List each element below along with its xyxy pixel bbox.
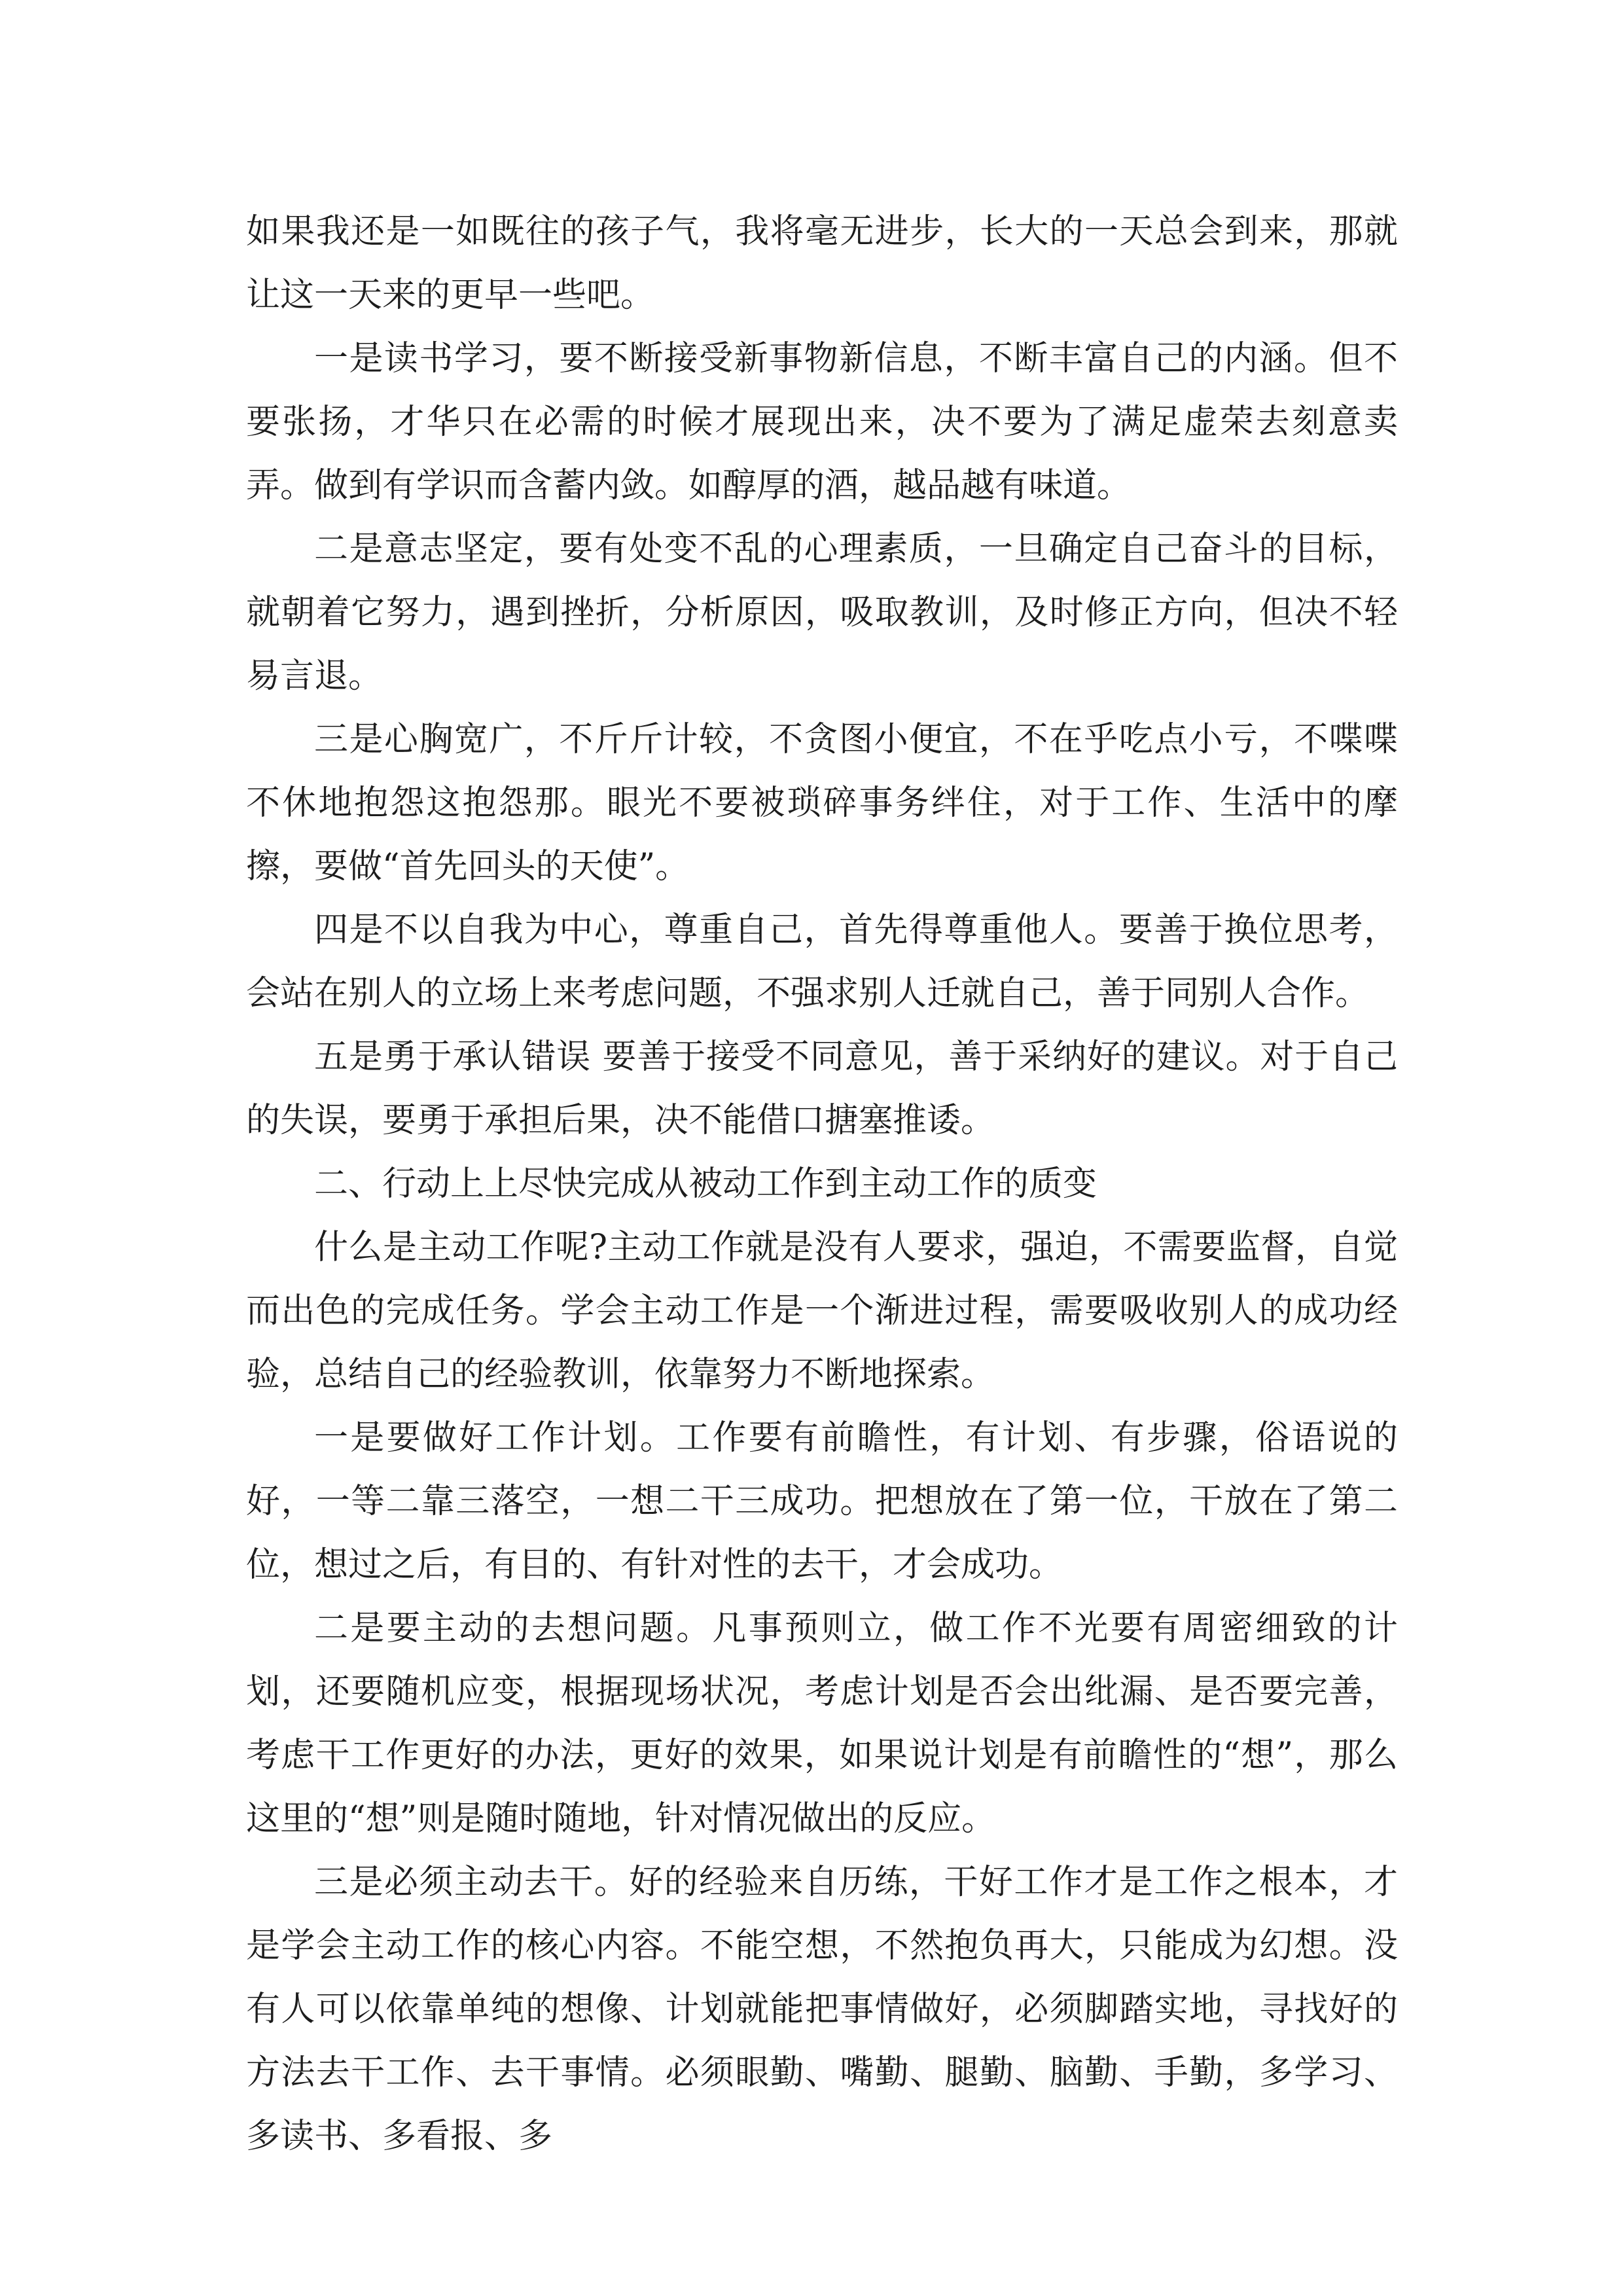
section-heading: 二、行动上上尽快完成从被动工作到主动工作的质变 (314, 1164, 1097, 1204)
paragraph-4: 三是心胸宽广，不斤斤计较，不贪图小便宜，不在乎吃点小亏，不喋喋不休地抱怨这抱怨那。眼光不要被琐碎事务绊住，对于工作、生活中的摩擦，要做“首先回头的天使”。 (246, 720, 1398, 886)
paragraph-6: 五是勇于承认错误 要善于接受不同意见，善于采纳好的建议。对于自己的失误，要勇于承担后果，决不能借口搪塞推诿。 (246, 1037, 1398, 1140)
paragraph-5: 四是不以自我为中心，尊重自己，首先得尊重他人。要善于换位思考，会站在别人的立场上来考虑问题，不强求别人迁就自己，善于同别人合作。 (246, 910, 1398, 1013)
paragraph-3: 二是意志坚定，要有处变不乱的心理素质，一旦确定自己奋斗的目标，就朝着它努力，遇到挫折，分析原因，吸取教训，及时修正方向，但决不轻易言退。 (246, 529, 1398, 696)
paragraph-1: 如果我还是一如既往的孩子气，我将毫无进步，长大的一天总会到来，那就让这一天来的更早一些吧。 (246, 212, 1398, 315)
paragraph-11: 三是必须主动去干。好的经验来自历练，干好工作才是工作之根本，才是学会主动工作的核心内容。不能空想，不然抱负再大，只能成为幻想。没有人可以依靠单纯的想像、计划就能把事情做好，必须脚踏实地，寻找好的方法去干工作、去干事情。必须眼勤、嘴勤、腿勤、脑勤、手勤，多学习、多读书、多看报、多 (246, 1863, 1398, 2156)
paragraph-2: 一是读书学习，要不断接受新事物新信息，不断丰富自己的内涵。但不要张扬，才华只在必需的时候才展现出来，决不要为了满足虚荣去刻意卖弄。做到有学识而含蓄内敛。如醇厚的酒，越品越有味道。 (246, 339, 1398, 505)
document-body (246, 200, 1398, 2168)
paragraph-8: 什么是主动工作呢?主动工作就是没有人要求，强迫，不需要监督，自觉而出色的完成任务。学会主动工作是一个渐进过程，需要吸收别人的成功经验，总结自己的经验教训，依靠努力不断地探索。 (246, 1228, 1398, 1394)
paragraph-10: 二是要主动的去想问题。凡事预则立，做工作不光要有周密细致的计划，还要随机应变，根据现场状况，考虑计划是否会出纰漏、是否要完善，考虑干工作更好的办法，更好的效果，如果说计划是有前瞻性的“想”，那么这里的“想”则是随时随地，针对情况做出的反应。 (246, 1609, 1398, 1839)
paragraph-9: 一是要做好工作计划。工作要有前瞻性，有计划、有步骤，俗语说的好，一等二靠三落空，一想二干三成功。把想放在了第一位，干放在了第二位，想过之后，有目的、有针对性的去干，才会成功。 (246, 1418, 1398, 1585)
